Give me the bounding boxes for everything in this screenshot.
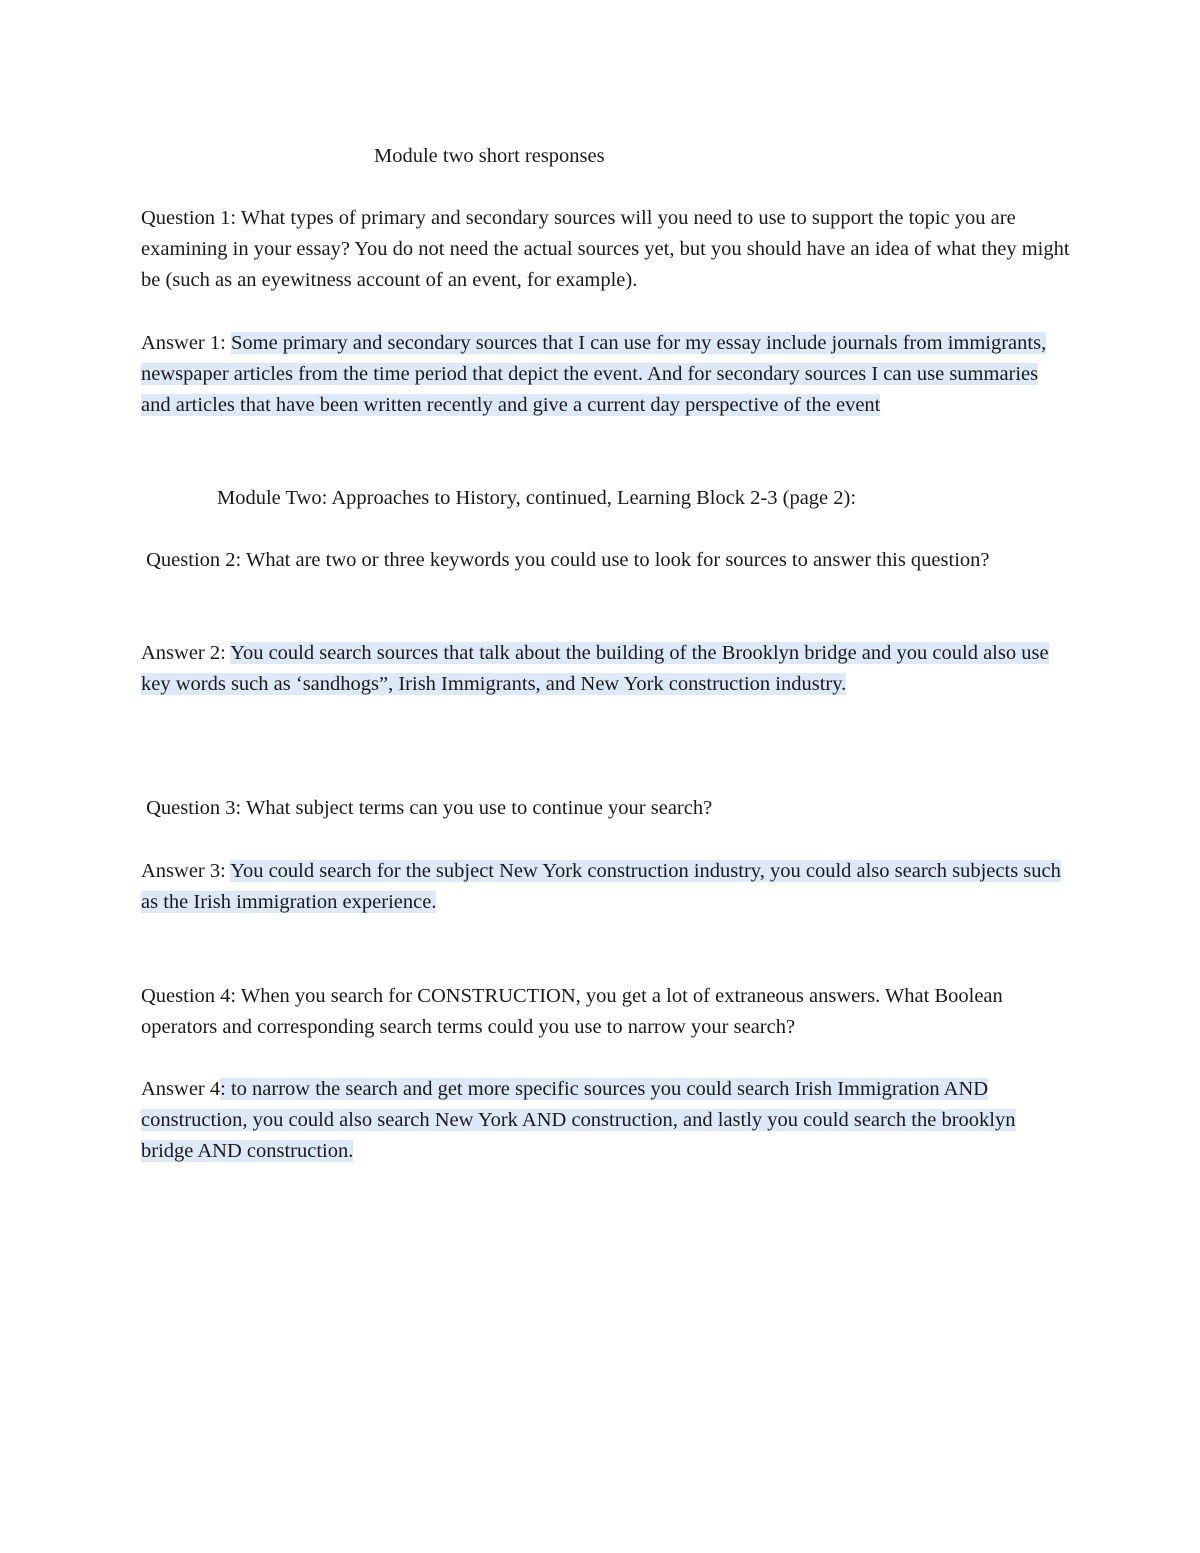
question-3 bbox=[141, 793, 1071, 824]
question-2-text: What are two or three keywords you could use to look for sources to answer this question? bbox=[245, 549, 990, 571]
question-2-prefix: Question 2: bbox=[141, 549, 246, 571]
document-title: Module two short responses bbox=[374, 145, 605, 167]
answer-4 bbox=[141, 1074, 1071, 1167]
section-heading: Module Two: Approaches to History, continued, Learning Block 2-3 (page 2): bbox=[217, 487, 857, 509]
answer-1 bbox=[141, 328, 1071, 421]
question-3-text: What subject terms can you use to continue your search? bbox=[245, 797, 713, 819]
answer-4-text: : to narrow the search and get more specific sources you could search Irish Immigration AND construction, you could also search New York AND construction, and lastly you could search the brooklyn bridge AND construction. bbox=[141, 1078, 1016, 1162]
question-4 bbox=[141, 981, 1071, 1043]
question-1 bbox=[141, 203, 1071, 296]
question-2 bbox=[141, 545, 1071, 576]
answer-1-text: Some primary and secondary sources that I can use for my essay include journals from immigrants, newspaper articles from the time period that depict the event. And for secondary sources I can use summaries and articles that have been written recently and give a current day perspective of the event bbox=[141, 332, 1047, 416]
question-1-text: What types of primary and secondary sources will you need to use to support the topic you are examining in your essay? You do not need the actual sources yet, but you should have an idea of what they might be (such as an eyewitness account of an event, for example). bbox=[141, 207, 1070, 291]
question-3-prefix: Question 3: bbox=[141, 797, 246, 819]
answer-4-prefix: Answer 4 bbox=[141, 1078, 221, 1100]
answer-2-text: You could search sources that talk about the building of the Brooklyn bridge and you could also use key words such as ‘sandhogs”, Irish Immigrants, and New York construction industry. bbox=[141, 642, 1049, 695]
answer-3 bbox=[141, 856, 1071, 918]
answer-1-prefix: Answer 1: bbox=[141, 332, 231, 354]
answer-2-prefix: Answer 2: bbox=[141, 642, 231, 664]
answer-3-prefix: Answer 3: bbox=[141, 860, 231, 882]
question-1-prefix: Question 1: bbox=[141, 207, 241, 229]
answer-3-text: You could search for the subject New York construction industry, you could also search subjects such as the Irish immigration experience. bbox=[141, 860, 1061, 913]
question-4-text: When you search for CONSTRUCTION, you get a lot of extraneous answers. What Boolean operators and corresponding search terms could you use to narrow your search? bbox=[141, 985, 1003, 1038]
question-4-prefix: Question 4: bbox=[141, 985, 241, 1007]
answer-2 bbox=[141, 638, 1071, 700]
